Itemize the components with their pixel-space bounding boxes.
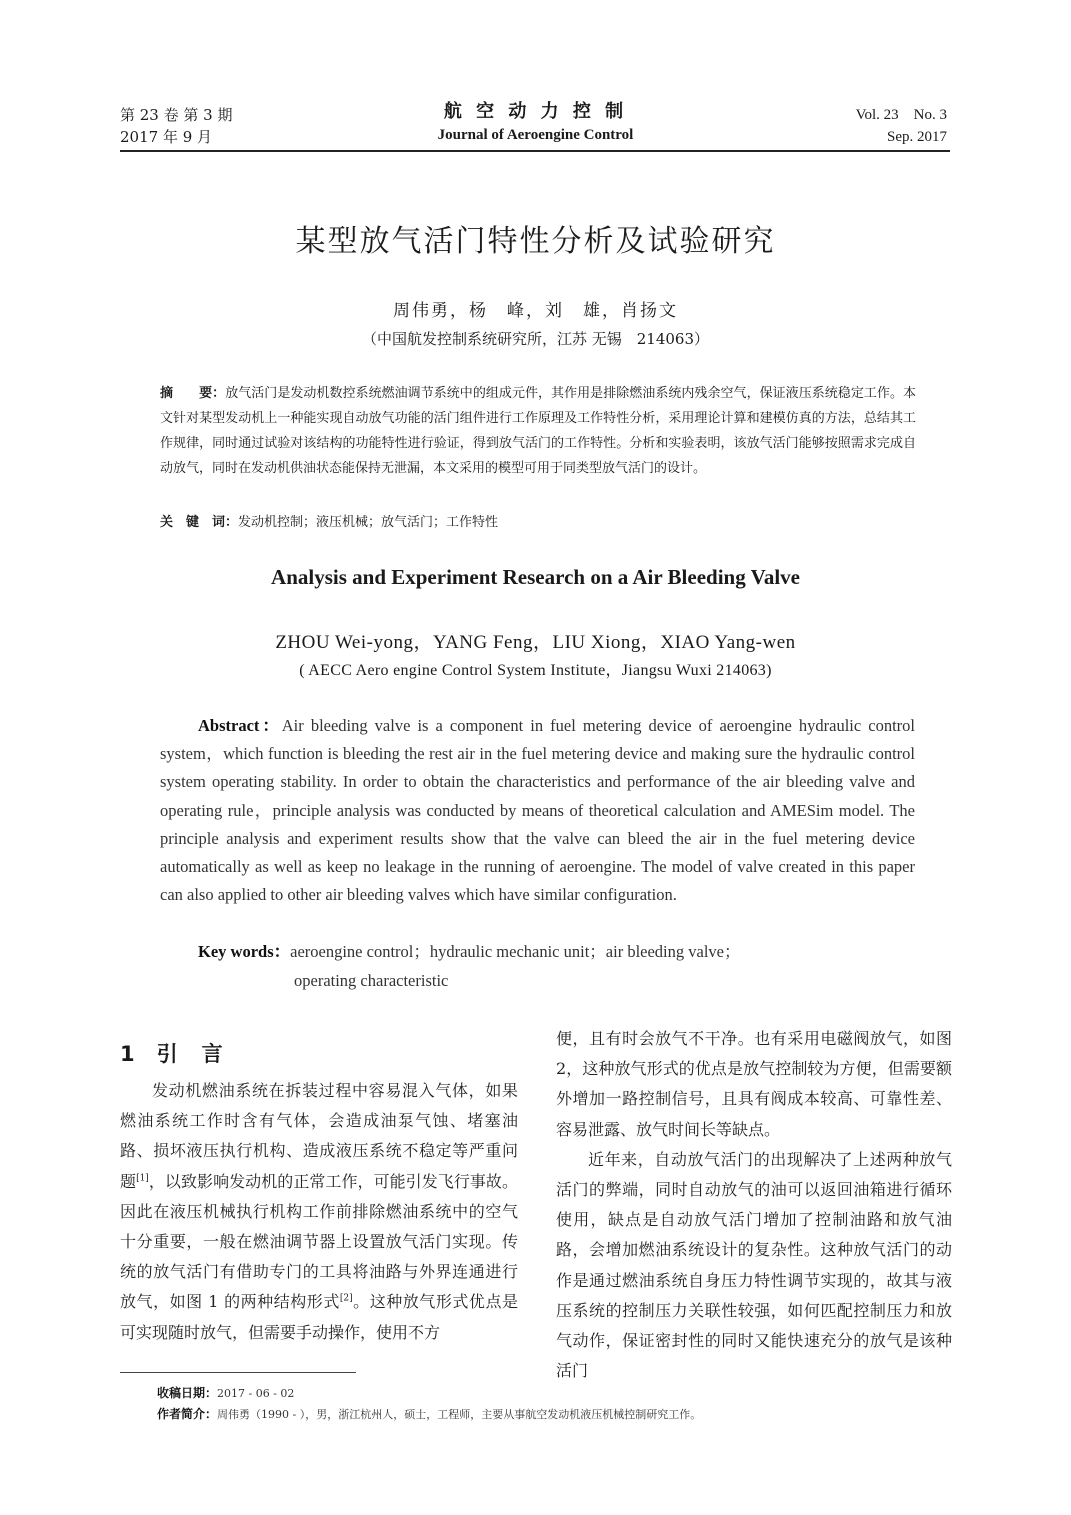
- received-label: 收稿日期：: [157, 1386, 218, 1400]
- author-bio-label: 作者简介：: [157, 1407, 218, 1421]
- section-heading: [120, 1038, 247, 1068]
- affiliation-en: ( AECC Aero engine Control System Institute，Jiangsu Wuxi 214063): [299, 662, 772, 679]
- keywords-en: [198, 938, 918, 995]
- abstract-cn: [160, 381, 916, 481]
- abstract-cn-text: 放气活门是发动机数控系统燃油调节系统中的组成元件，其作用是排除燃油系统内残余空气，保证液压系统稳定工作。本文针对某型发动机上一种能实现自动放气功能的活门组件进行工作原理及工作特性分析，采用理论计算和建模仿真的方法，总结其工作规律，同时通过试验对该结构的功能特性进行验证，得到放气活门的工作特性。分析和实验表明，该放气活门能够按照需求完成自动放气，同时在发动机供油状态能保持无泄漏，本文采用的模型可用于同类型放气活门的设计。: [160, 386, 916, 476]
- authors-en: ZHOU Wei-yong，YANG Feng，LIU Xiong，XIAO Yang-wen: [275, 632, 796, 653]
- body-paragraph: [120, 1076, 518, 1348]
- section-number: 1: [120, 1042, 135, 1066]
- journal-name: [300, 100, 771, 146]
- footnote-author: [157, 1405, 701, 1424]
- body-column-right: [556, 1024, 952, 1386]
- keywords-cn-label: 关 键 词：: [160, 515, 239, 530]
- volume-issue-cn: 第 23 卷 第 3 期: [120, 106, 233, 124]
- footnote-rule: [120, 1372, 356, 1373]
- body-paragraph: 便，且有时会放气不干净。也有采用电磁阀放气，如图 2，这种放气形式的优点是放气控制较为方便，但需要额外增加一路控制信号，且具有阀成本较高、可靠性差、容易泄露、放气时间长等缺点。: [556, 1029, 952, 1139]
- body-text: ，以致影响发动机的正常工作，可能引发飞行事故。因此在液压机械执行机构工作前排除燃油系统中的空气十分重要，一般在燃油调节器上设置放气活门实现。传统的放气活门有借助专门的工具将油路与外界连通进行放气，如图 1 的两种结构形式: [120, 1171, 518, 1312]
- paper-title-en: Analysis and Experiment Research on a Air Bleeding Valve: [271, 565, 800, 589]
- keywords-en-line1: aeroengine control；hydraulic mechanic unit；air bleeding valve；: [290, 942, 741, 961]
- body-paragraph: 近年来，自动放气活门的出现解决了上述两种放气活门的弊端，同时自动放气的油可以返回油箱进行循环使用，缺点是自动放气活门增加了控制油路和放气油路，会增加燃油系统设计的复杂性。这种放气活门的动作是通过燃油系统自身压力特性调节实现的，故其与液压系统的控制压力关联性较强，如何匹配控制压力和放气动作，保证密封性的同时又能快速充分的放气是该种活门: [556, 1149, 952, 1381]
- keywords-cn: [160, 510, 916, 535]
- header-right: [856, 104, 947, 148]
- abstract-en-label: Abstract：: [198, 716, 282, 735]
- body-column-left: [120, 1076, 518, 1348]
- affiliation-cn: （中国航发控制系统研究所，江苏 无锡 214063）: [361, 330, 710, 348]
- body-text: 。这种放气形式优点是可实现随时放气，但需要手动操作，使用不方: [120, 1292, 518, 1342]
- body-text: 发动机燃油系统在拆装过程中容易混入气体，如果燃油系统工作时含有气体，会造成油泵气蚀、堵塞油路、损坏液压执行机构、造成液压系统不稳定等严重问题: [120, 1081, 518, 1191]
- paper-title-cn: 某型放气活门特性分析及试验研究: [295, 224, 776, 259]
- abstract-en-text: Air bleeding valve is a component in fuel metering device of aeroengine hydraulic control system，which function is bleeding the rest air in the fuel metering device and making sure the hydraulic control system operating stability. In order to obtain the characteristics and performance of the air bleeding valve and operating rule，principle analysis was conducted by means of theoretical calculation and AMESim model. The principle analysis and experiment results show that the valve can bleed the air in the fuel metering device automatically as well as keep no leakage in the running of aeroengine. The model of valve created in this paper can also applied to other air bleeding valves which have similar configuration.: [160, 716, 915, 905]
- authors-cn: 周伟勇，杨 峰，刘 雄，肖扬文: [393, 301, 678, 321]
- abstract-en: [160, 712, 915, 909]
- keywords-en-label: Key words：: [198, 942, 291, 961]
- keywords-en-line2: operating characteristic: [294, 970, 449, 990]
- section-title: 引言: [156, 1042, 247, 1066]
- header-rule: [120, 150, 950, 152]
- citation-ref[interactable]: [2]: [339, 1294, 353, 1305]
- header-left: [120, 104, 232, 148]
- date-cn: 2017 年 9 月: [120, 128, 213, 146]
- date-en: Sep. 2017: [887, 129, 947, 145]
- journal-name-en: Journal of Aeroengine Control: [437, 127, 634, 143]
- keywords-cn-text: 发动机控制；液压机械；放气活门；工作特性: [238, 515, 499, 530]
- citation-ref[interactable]: [1]: [136, 1173, 149, 1184]
- received-date: 2017 - 06 - 02: [217, 1387, 295, 1400]
- footnote-received: [157, 1384, 294, 1403]
- abstract-cn-label: 摘 要：: [160, 386, 226, 401]
- journal-name-cn: 航 空 动 力 控 制: [443, 101, 628, 122]
- volume-issue-en: Vol. 23 No. 3: [855, 107, 947, 123]
- author-bio: 周伟勇（1990 - ），男，浙江杭州人，硕士，工程师，主要从事航空发动机液压机械控制研究工作。: [217, 1408, 702, 1421]
